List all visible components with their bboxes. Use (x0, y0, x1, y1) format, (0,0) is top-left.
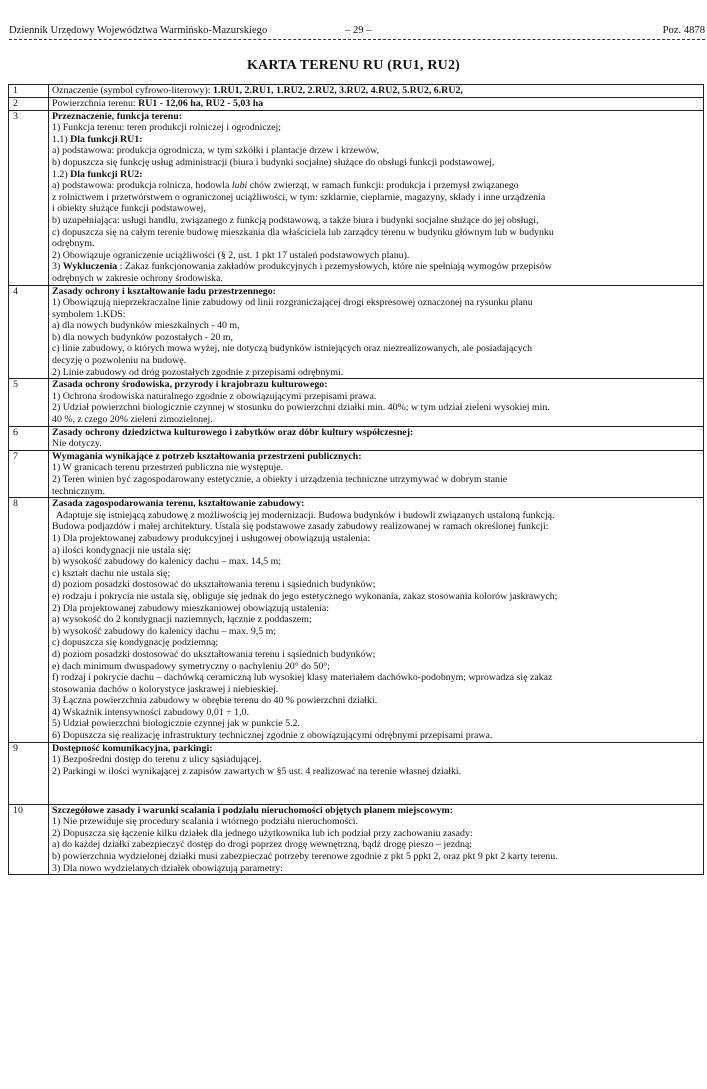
section-heading: Szczegółowe zasady i warunki scalania i podziału nieruchomości objętych planem miejscowym: (52, 804, 454, 816)
text-line: 3) Łączna powierzchnia zabudowy w obrębie terenu do 40 % powierzchni działki. (52, 695, 378, 707)
table-row (9, 450, 704, 497)
text-line: b) wysokość zabudowy do kalenicy dachu – max. 9,5 m; (52, 625, 277, 637)
text-fragment: 1.2) (52, 168, 71, 180)
text-line: 1) Obowiązują nieprzekraczalne linie zabudowy od linii rozgraniczającej drogi ekspresowej oznaczonej na rysunku planu (52, 297, 533, 309)
text-line: 2) Linie zabudowy od dróg pozostałych zgodnie z przepisami odrębnymi. (52, 366, 344, 378)
text-line: 2) Obowiązuje ograniczenie uciążliwości (§ 2, ust. 1 pkt 17 ustaleń podstawowych planu). (52, 249, 410, 261)
text-line: decyzję o pozwoleniu na budowę. (52, 355, 187, 367)
text-line: d) poziom posadzki dostosować do ukształtowania terenu i sąsiednich budynków; (52, 648, 376, 660)
table-row (9, 85, 704, 98)
header-divider (9, 39, 705, 40)
text-line: 1) Ochrona środowiska naturalnego zgodnie z obowiązującymi przepisami prawa. (52, 390, 377, 402)
text-line: b) uzupełniająca: usługi handlu, związanego z funkcją podstawową, a także biura i budynki socjalne służące do jej obsługi, (52, 214, 539, 226)
text-line: Nie dotyczy. (52, 438, 102, 450)
area-value: RU1 - 12,06 ha, RU2 - 5,03 ha (138, 97, 264, 109)
text-line: odrębnych w zakresie ochrony środowiska. (52, 272, 223, 284)
row-content (49, 110, 704, 285)
row-number: 1 (9, 85, 49, 98)
terrain-card-table (8, 84, 704, 875)
text-line: 40 %, z czego 20% zieleni zimozielonej. (52, 414, 213, 426)
text-line: 1) W granicach terenu przestrzeń publiczna nie występuje. (52, 462, 284, 474)
text-line: a) wysokość do 2 kondygnacji naziemnych, łącznie z poddaszem; (52, 614, 312, 626)
row-number: 3 (9, 110, 49, 285)
text-fragment: lubi (231, 180, 248, 192)
table-row (9, 804, 704, 875)
section-heading: Wymagania wynikające z potrzeb kształtowania przestrzeni publicznych: (52, 450, 362, 462)
row-content (49, 426, 704, 450)
text-line: 3) Dla nowo wydzielanych działek obowiązują parametry: (52, 862, 283, 874)
text-line: 1) Funkcja terenu: teren produkcji rolniczej i ogrodniczej; (52, 122, 281, 134)
row-content (49, 742, 704, 804)
symbol-label: Oznaczenie (symbol cyfrowo-literowy): (52, 85, 213, 96)
text-fragment: Dla funkcji RU1: (70, 133, 143, 145)
row-number: 4 (9, 285, 49, 379)
row-number: 7 (9, 450, 49, 497)
section-heading: Przeznaczenie, funkcja terenu: (52, 110, 183, 122)
text-line: a) ilości kondygnacji nie ustala się; (52, 544, 192, 556)
table-row (9, 285, 704, 379)
row-number: 10 (9, 804, 49, 875)
text-line: b) dopuszcza się funkcję usług administracji (biura i budynki socjalne) służące do obsługi funkcji podstawowej, (52, 156, 495, 168)
text-fragment: Wykluczenia (62, 261, 118, 273)
text-line (52, 261, 700, 273)
text-line: Adaptuje się istniejącą zabudowę z możliwością jej modernizacji. Budowa budynków i budowli związanych ustaloną funkcją. (56, 509, 555, 521)
text-line: stosowania dachów o kolorystyce jaskrawej i niebieskiej. (52, 683, 279, 695)
text-line: c) dopuszcza się na całym terenie budowę mieszkania dla właściciela lub zarządcy terenu w budynku głównym lub w budynku (52, 226, 554, 238)
page-header (9, 24, 705, 40)
text-line: 2) Udział powierzchni biologicznie czynnej w stosunku do powierzchni działki min. 40%; w tym udział zieleni wysokiej min. (52, 402, 550, 414)
row-number: 9 (9, 742, 49, 804)
text-line: e) rodzaju i pokrycia nie ustala się, obliguje się jednak do jego estetycznego wykonania, zakaz stosowania kolorów jaskrawych; (52, 590, 558, 602)
row-number: 8 (9, 498, 49, 742)
section-heading: Zasada zagospodarowania terenu, kształtowanie zabudowy: (52, 498, 305, 510)
text-line: odrębnym. (52, 238, 95, 250)
table-row (9, 498, 704, 742)
text-line: 2) Dopuszcza się łączenie kilku działek dla jednego użytkownika lub ich podział przy zachowaniu zasady: (52, 827, 473, 839)
section-heading: Zasady ochrony dziedzictwa kulturowego i zabytków oraz dóbr kultury współczesnej: (52, 426, 414, 438)
text-fragment: Dla funkcji RU2: (70, 168, 143, 180)
text-line: 1) Dla projektowanej zabudowy produkcyjnej i usługowej obowiązują ustalenia: (52, 532, 371, 544)
section-heading: Zasada ochrony środowiska, przyrody i krajobrazu kulturowego: (52, 379, 328, 391)
table-row (9, 97, 704, 110)
table-row (9, 742, 704, 804)
journal-name: Dziennik Urzędowy Województwa Warmińsko-Mazurskiego (9, 25, 268, 36)
text-fragment: : Zakaz funkcjonowania zakładów produkcyjnych i przemysłowych, które nie spełniają wymogów przepisów (117, 261, 552, 273)
text-line: symbolem 1.KDS: (52, 308, 126, 320)
text-line: 1) Bezpośredni dostęp do terenu z ulicy sąsiadującej. (52, 754, 262, 766)
row-content (49, 379, 704, 426)
row-content (49, 285, 704, 379)
text-line: e) dach minimum dwuspadowy symetryczny o nachyleniu 20° do 50°; (52, 660, 331, 672)
text-line: c) linie zabudowy, o których mowa wyżej, nie dotyczą budynków istniejących oraz niezrealizowanych, ale posiadających (52, 343, 533, 355)
text-line: i obiekty służące funkcji podstawowej, (52, 203, 206, 215)
document-title: KARTA TERENU RU (RU1, RU2) (246, 58, 461, 73)
text-line: c) kształt dachu nie ustala się; (52, 567, 171, 579)
row-content (49, 85, 704, 98)
text-fragment: a) podstawowa: produkcja rolnicza, hodowla (52, 180, 232, 192)
table-row (9, 426, 704, 450)
text-line: 6) Dopuszcza się realizację infrastruktury technicznej zgodnie z obowiązującymi odrębnymi przepisami prawa. (52, 730, 493, 742)
text-line (52, 134, 700, 146)
text-line: Budowa podjazdów i małej architektury. Ustala się podstawowe zasady zabudowy realizowanej w ramach określonej funkcji: (52, 521, 549, 533)
text-line: 2) Dla projektowanej zabudowy mieszkaniowej obowiązują ustalenia: (52, 602, 329, 614)
symbol-value: 1.RU1, 2.RU1, 1.RU2, 2.RU2, 3.RU2, 4.RU2, 5.RU2, 6.RU2, (212, 85, 463, 96)
table-row (9, 379, 704, 426)
page-number: – 29 – (345, 25, 372, 36)
text-line: 1) Nie przewiduje się procedury scalania i wtórnego podziału nieruchomości. (52, 816, 359, 828)
row-number: 2 (9, 97, 49, 110)
row-content (49, 498, 704, 742)
text-line: 2) Teren winien być zagospodarowany estetycznie, a obiekty i urządzenia techniczne utrzymywać w dobrym stanie (52, 474, 508, 485)
text-line (52, 169, 700, 181)
row-content (49, 450, 704, 497)
text-line: 5) Udział powierzchni biologicznie czynnej jak w punkcie 5.2. (52, 718, 300, 730)
text-line: z rolnictwem i przetwórstwem o ograniczonej uciążliwości, w tym: szklarnie, cieplarnie, magazyny, składy i inne urządzenia (52, 191, 546, 203)
section-heading: Dostępność komunikacyjna, parkingi: (52, 742, 213, 754)
text-fragment: chów zwierząt, w ramach funkcji: produkcja i przemysł związanego (249, 180, 519, 192)
text-line: c) dopuszcza się kondygnację podziemną; (52, 637, 219, 649)
row-number: 5 (9, 379, 49, 426)
text-line: a) podstawowa: produkcja ogrodnicza, w tym szkółki i plantacje drzew i krzewów, (52, 145, 380, 157)
table-row (9, 110, 704, 285)
row-content (49, 804, 704, 875)
section-heading: Zasady ochrony i kształtowanie ładu przestrzennego: (52, 285, 276, 297)
text-line: a) dla nowych budynków mieszkalnych - 40 m, (52, 320, 240, 332)
text-line: b) wysokość zabudowy do kalenicy dachu – max. 14,5 m; (52, 556, 281, 568)
text-line: b) dla nowych budynków pozostałych - 20 m, (52, 331, 234, 343)
area-label: Powierzchnia terenu: (52, 97, 139, 109)
text-fragment: 1.1) (52, 133, 71, 145)
text-line: a) do każdej działki zabezpieczyć dostęp do drogi poprzez drogę wewnętrzną, bądź drogę pieszo – jezdną; (52, 839, 473, 851)
text-line: 4) Wskaźnik intensywności zabudowy 0,01 ÷ 1,0. (52, 706, 249, 718)
text-line: 2) Parkingi w ilości wynikającej z zapisów zawartych w §5 ust. 4 realizować na terenie własnej działki. (52, 765, 462, 777)
text-line: b) powierzchnia wydzielonej działki musi zabezpieczać potrzeby terenowe zgodnie z pkt 5 ppkt 2, oraz pkt 9 pkt 2 karty terenu. (52, 851, 558, 863)
text-fragment: 3) (52, 261, 63, 273)
row-content (49, 97, 704, 110)
row-number: 6 (9, 426, 49, 450)
text-line: technicznym. (52, 485, 105, 497)
text-line: d) poziom posadzki dostosować do ukształtowania terenu i sąsiednich budynków; (52, 579, 376, 591)
text-line: f) rodzaj i pokrycie dachu – dachówką ceramiczną lub wysokiej klasy materiałem dachówko-podobnym; wprowadza się zakaz (52, 672, 553, 684)
text-line (52, 180, 700, 192)
position-number: Poz. 4878 (662, 25, 705, 36)
